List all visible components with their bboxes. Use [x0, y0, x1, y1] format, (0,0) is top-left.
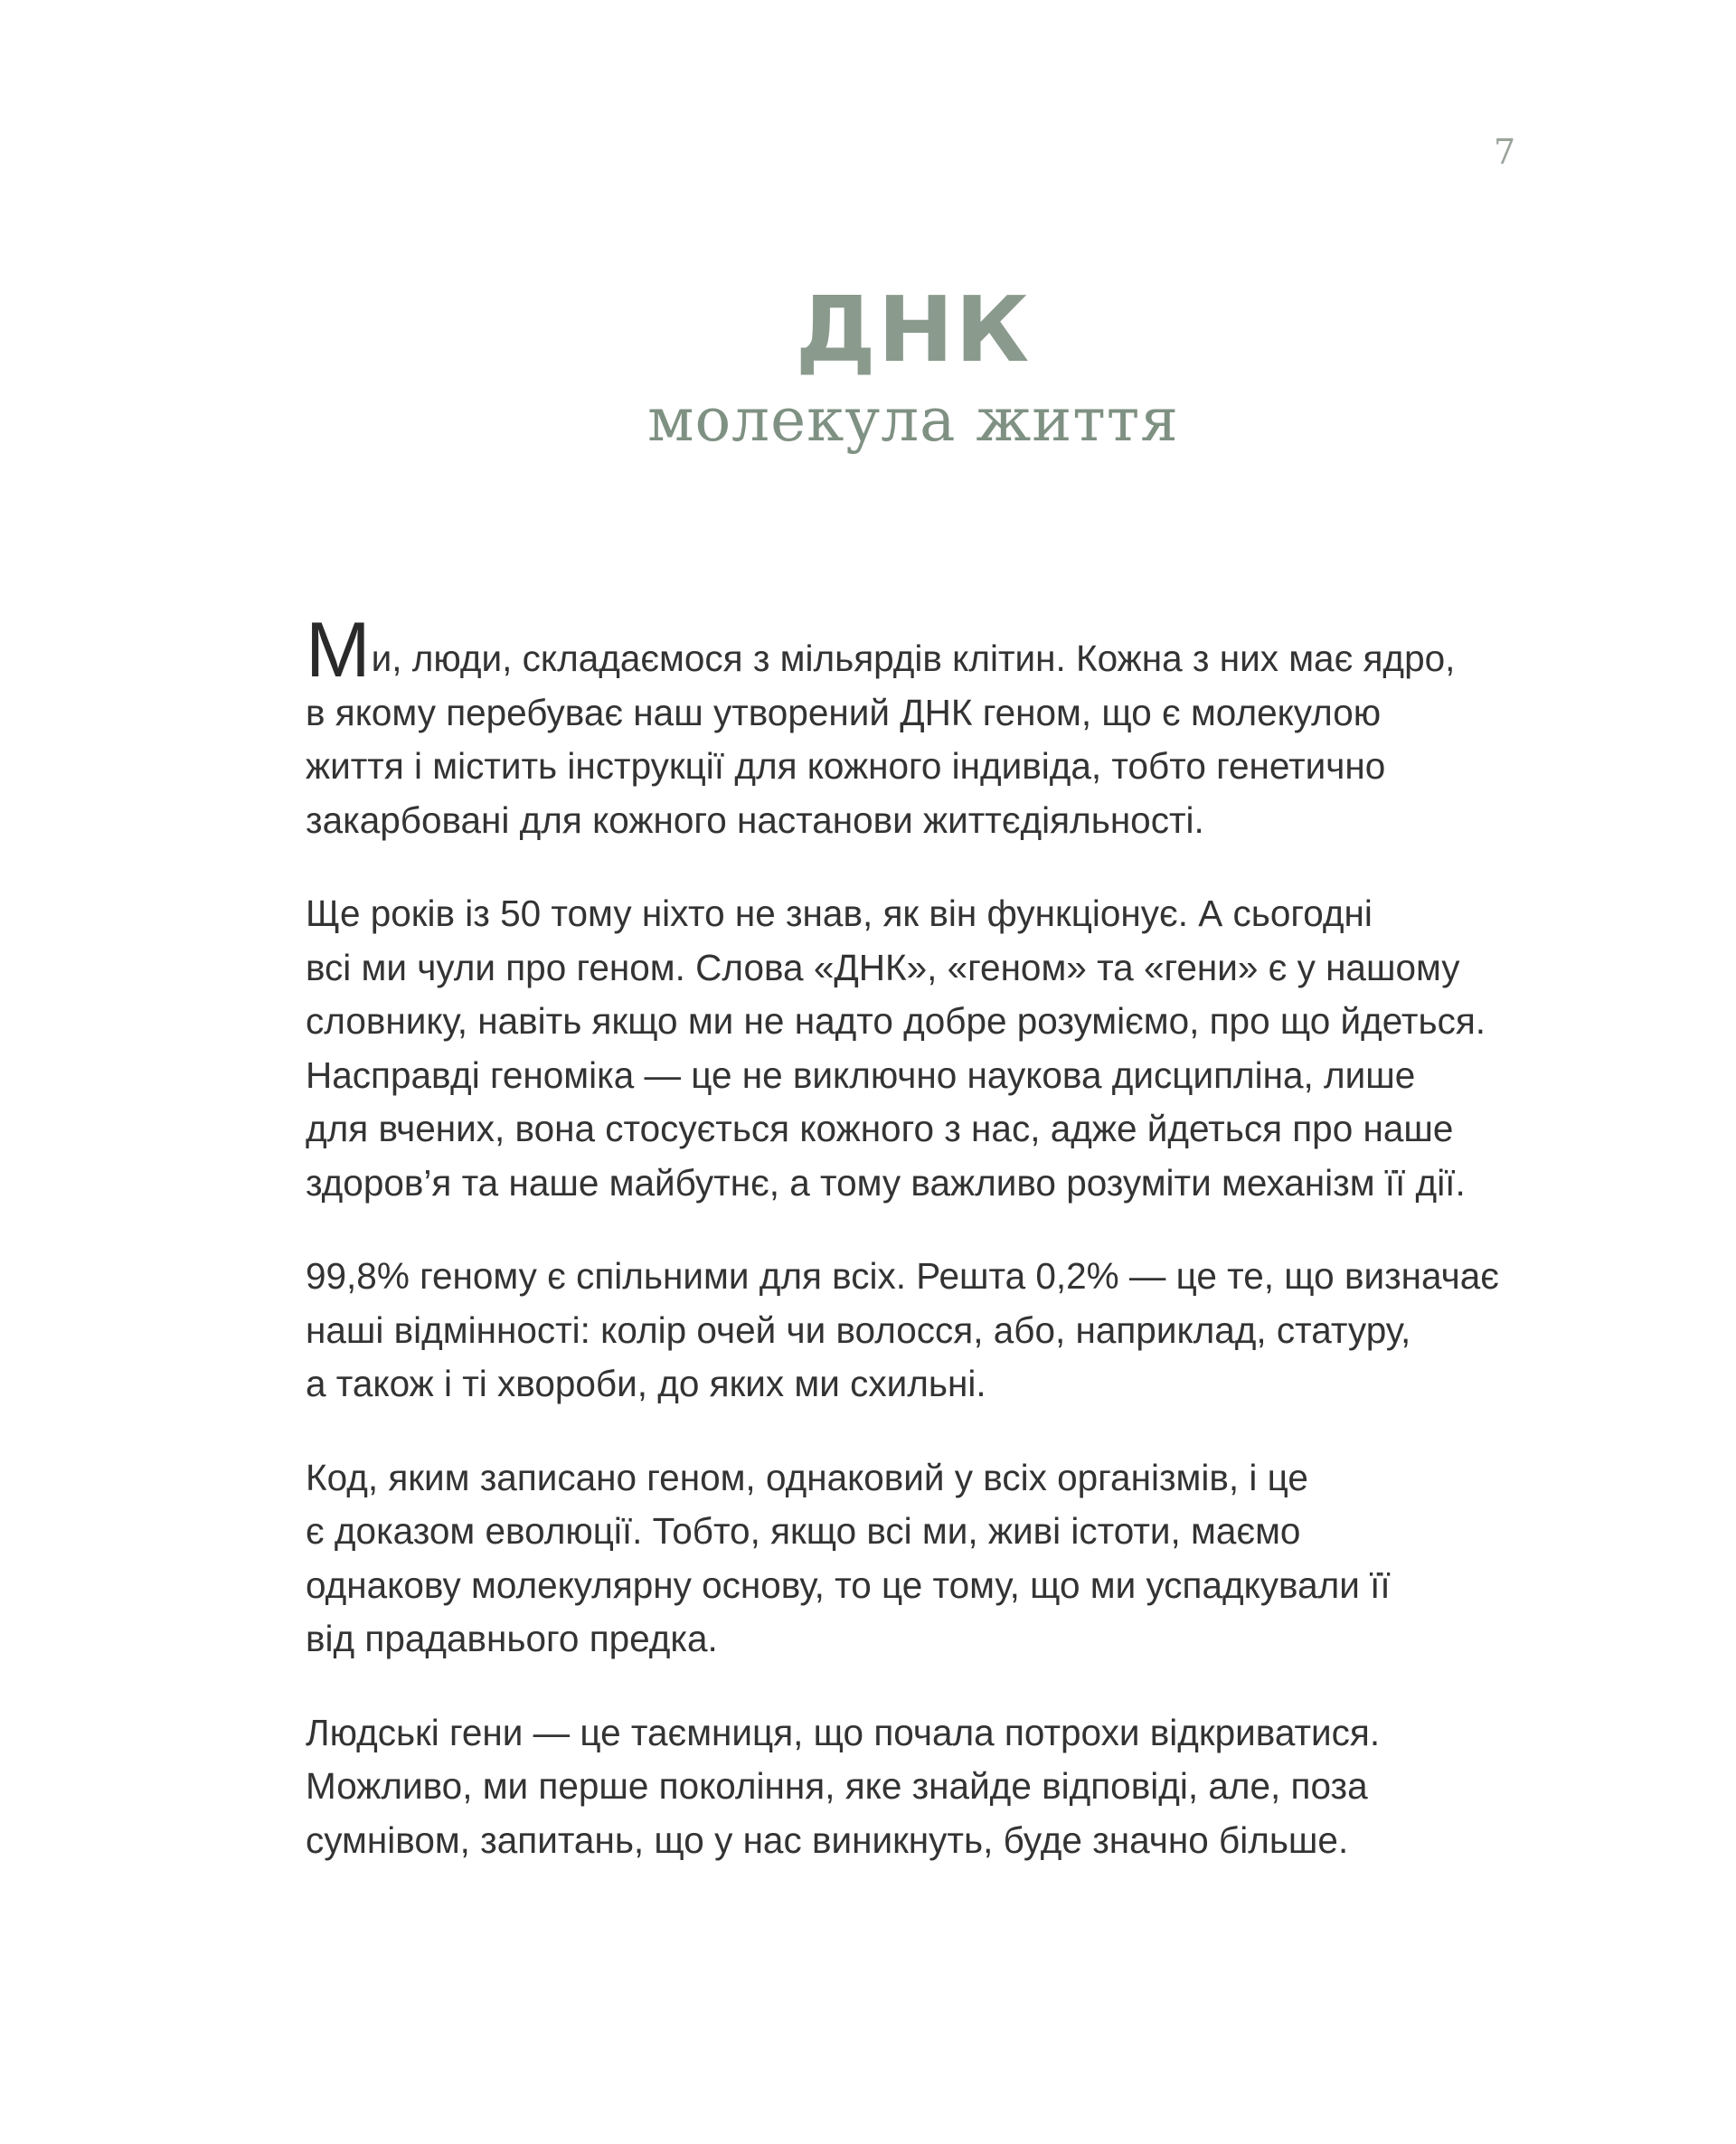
text-line: однакову молекулярну основу, то це тому, що ми успадкували її	[306, 1563, 1391, 1606]
text-line: життя і містить інструкції для кожного індивіда, тобто генетично	[306, 745, 1386, 787]
chapter-title: ДНК	[795, 277, 1032, 383]
text-line: Код, яким записано геном, однаковий у всіх організмів, і це	[306, 1456, 1308, 1498]
chapter-subtitle: молекула життя	[647, 385, 1179, 455]
text-line: Можливо, ми перше покоління, яке знайде відповіді, але, поза	[306, 1765, 1368, 1807]
text-line: в якому перебуває наш утворений ДНК геном, що є молекулою	[306, 691, 1382, 733]
paragraph-4	[306, 1451, 1517, 1667]
text-line: закарбовані для кожного настанови життєдіяльності.	[306, 798, 1204, 841]
page-number: 7	[1494, 132, 1516, 172]
drop-cap: М	[306, 607, 371, 694]
text-line: Ще років із 50 тому ніхто не знав, як він функціонує. А сьогодні	[306, 893, 1373, 934]
text-line: сумнівом, запитань, що у нас виникнуть, буде значно більше.	[306, 1818, 1349, 1861]
text-line: Людські гени — це таємниця, що почала потрохи відкриватися.	[306, 1711, 1381, 1753]
paragraph-5	[306, 1706, 1517, 1868]
text-line: наші відмінності: колір очей чи волосся, або, наприклад, статуру,	[306, 1308, 1411, 1351]
text-line: всі ми чули про геном. Слова «ДНК», «геном» та «гени» є у нашому	[306, 946, 1460, 988]
text-line: словнику, навіть якщо ми не надто добре розуміємо, про що йдеться.	[306, 1000, 1486, 1042]
chapter-heading	[0, 276, 1736, 457]
text-line: 99,8% геному є спільними для всіх. Решта 0,2% — це те, що визначає	[306, 1255, 1499, 1297]
text-line: від прадавнього предка.	[306, 1618, 718, 1659]
first-line-text: и, люди, складаємося з мільярдів клітин. Кожна з них має ядро,	[371, 638, 1456, 679]
text-line: є доказом еволюції. Тобто, якщо всі ми, живі істоти, маємо	[306, 1510, 1301, 1552]
text-line: Насправді геноміка — це не виключно наукова дисципліна, лише	[306, 1053, 1416, 1096]
text-line: а також і ті хвороби, до яких ми схильні.	[306, 1363, 986, 1404]
paragraph-first-line	[306, 607, 1517, 694]
paragraph-1	[306, 607, 1517, 847]
text-line: здоров’я та наше майбутнє, а тому важливо розуміти механізм її дії.	[306, 1161, 1466, 1204]
text-line: для вчених, вона стосується кожного з нас, адже йдеться про наше	[306, 1108, 1454, 1149]
paragraph-3	[306, 1250, 1517, 1412]
body-text	[306, 607, 1517, 1907]
paragraph-2	[306, 887, 1517, 1210]
